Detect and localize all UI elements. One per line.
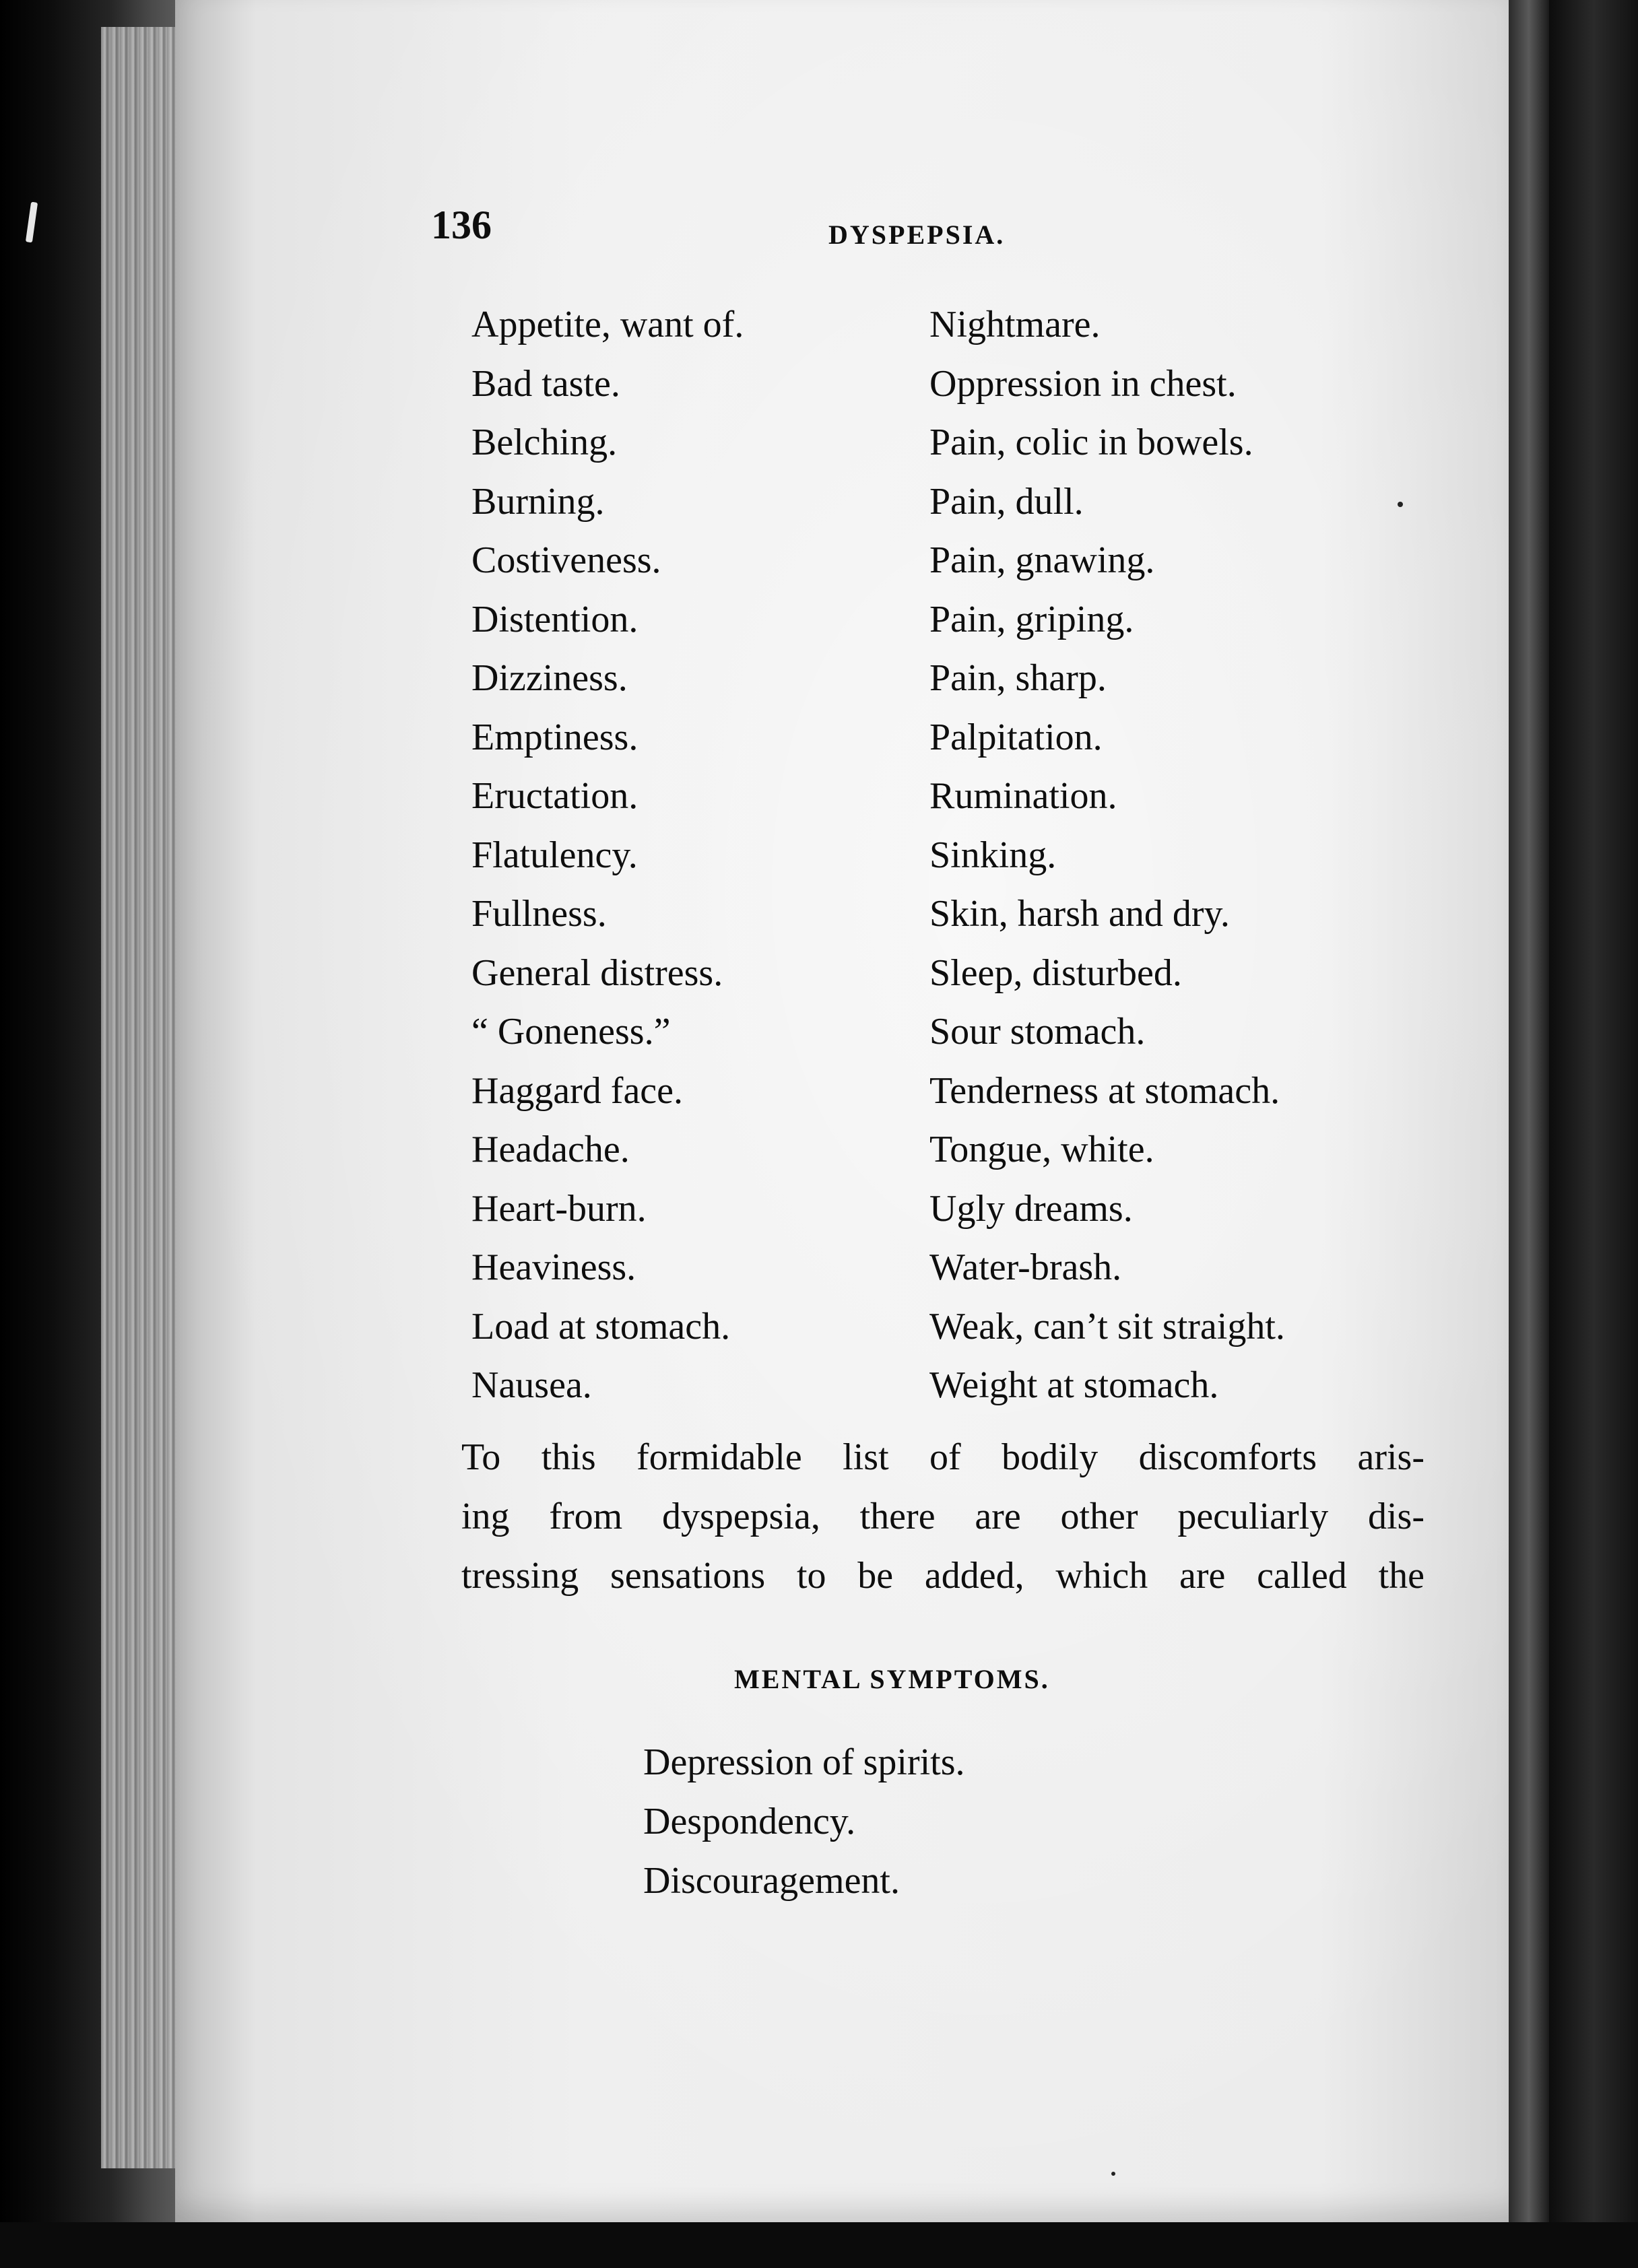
symptom-row xyxy=(471,1305,1414,1364)
mental-symptom-item: Discouragement. xyxy=(643,1860,900,1902)
page-right-edge xyxy=(1509,0,1549,2268)
symptom-row xyxy=(471,362,1414,422)
symptom-right: Ugly dreams. xyxy=(929,1187,1133,1230)
page-number: 136 xyxy=(431,203,492,247)
symptom-left: General distress. xyxy=(471,952,723,994)
symptom-right: Tongue, white. xyxy=(929,1129,1154,1170)
symptom-left: Belching. xyxy=(471,422,618,463)
bottom-shadow xyxy=(0,2222,1638,2268)
symptom-row xyxy=(471,1010,1414,1069)
paragraph-line: tressing sensations to be added, which are called the xyxy=(461,1555,1424,1597)
symptom-row xyxy=(471,774,1414,834)
symptom-row xyxy=(471,1069,1414,1129)
symptom-right: Weak, can’t sit straight. xyxy=(929,1305,1285,1347)
symptom-row xyxy=(471,421,1414,480)
symptom-right: Pain, griping. xyxy=(929,598,1134,640)
symptom-left: Eructation. xyxy=(471,775,638,817)
symptom-row xyxy=(471,716,1414,775)
next-page-shadow xyxy=(1549,0,1638,2268)
symptom-row xyxy=(471,480,1414,539)
symptom-left: Flatulency. xyxy=(471,834,638,876)
symptom-left: Burning. xyxy=(471,480,605,523)
symptom-right: Pain, sharp. xyxy=(929,657,1107,699)
symptom-right: Rumination. xyxy=(929,775,1117,817)
symptom-right: Pain, gnawing. xyxy=(929,539,1155,581)
symptom-row xyxy=(471,1187,1414,1246)
symptom-left: Headache. xyxy=(471,1129,630,1170)
mental-symptom-item: Despondency. xyxy=(643,1801,856,1842)
symptom-row xyxy=(471,539,1414,598)
symptom-right: Sleep, disturbed. xyxy=(929,952,1182,994)
section-heading: MENTAL SYMPTOMS. xyxy=(734,1664,1050,1694)
symptom-right: Water-brash. xyxy=(929,1246,1122,1288)
symptom-left: “ Goneness.” xyxy=(471,1011,671,1053)
symptom-right: Pain, dull. xyxy=(929,480,1084,523)
symptom-left: Nausea. xyxy=(471,1364,592,1406)
symptom-left: Heaviness. xyxy=(471,1246,636,1288)
body-paragraph xyxy=(461,1428,1424,1605)
symptom-right: Skin, harsh and dry. xyxy=(929,893,1230,935)
symptom-right: Palpitation. xyxy=(929,716,1103,758)
symptom-right: Tenderness at stomach. xyxy=(929,1069,1280,1112)
mental-symptom-item: Depression of spirits. xyxy=(643,1741,965,1783)
symptom-row xyxy=(471,1364,1414,1423)
symptom-row xyxy=(471,892,1414,952)
symptom-left: Heart-burn. xyxy=(471,1187,647,1230)
symptom-row xyxy=(471,834,1414,893)
symptom-right: Weight at stomach. xyxy=(929,1364,1219,1406)
symptom-left: Dizziness. xyxy=(471,657,628,699)
symptom-left: Emptiness. xyxy=(471,716,638,758)
symptom-left: Appetite, want of. xyxy=(471,304,744,345)
symptom-right: Sinking. xyxy=(929,834,1057,876)
symptom-row xyxy=(471,657,1414,716)
symptom-left: Costiveness. xyxy=(471,539,661,581)
symptom-row xyxy=(471,1128,1414,1187)
symptom-left: Distention. xyxy=(471,598,638,640)
symptom-row xyxy=(471,1246,1414,1305)
paragraph-line: To this formidable list of bodily discomforts aris- xyxy=(461,1436,1424,1478)
symptom-left: Bad taste. xyxy=(471,362,620,405)
symptom-right: Oppression in chest. xyxy=(929,362,1237,405)
symptom-right: Pain, colic in bowels. xyxy=(929,422,1253,463)
symptom-right: Nightmare. xyxy=(929,304,1101,345)
ink-speck xyxy=(1111,2172,1115,2176)
running-head: DYSPEPSIA. xyxy=(828,220,1006,250)
symptom-right: Sour stomach. xyxy=(929,1011,1146,1053)
symptom-row xyxy=(471,598,1414,657)
symptom-row xyxy=(471,952,1414,1011)
symptom-row xyxy=(471,303,1414,362)
paragraph-line: ing from dyspepsia, there are other peculiarly dis- xyxy=(461,1496,1424,1537)
symptom-left: Fullness. xyxy=(471,893,607,935)
symptom-left: Load at stomach. xyxy=(471,1305,731,1347)
symptom-left: Haggard face. xyxy=(471,1069,684,1112)
